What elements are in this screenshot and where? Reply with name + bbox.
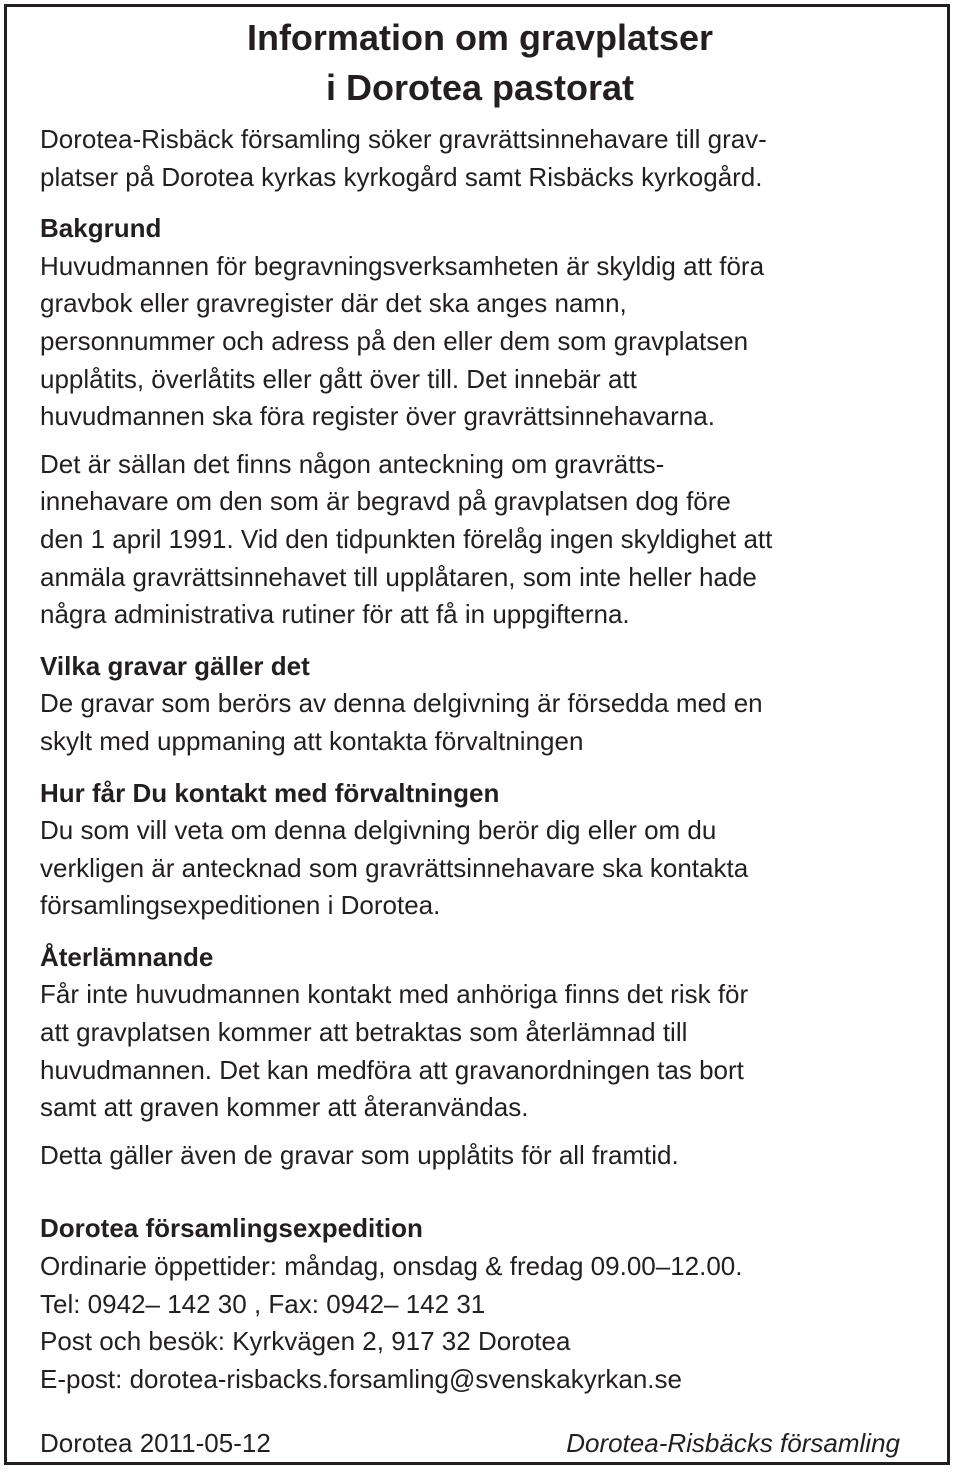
- bakgrund-line: gravbok eller gravregister där det ska anges namn,: [40, 288, 627, 319]
- bakgrund-line: anmäla gravrättsinnehavet till upplåtaren, som inte heller hade: [40, 561, 757, 592]
- title-line-1: Information om gravplatser: [246, 17, 714, 58]
- expedition-email: E-post: dorotea-risbacks.forsamling@svenskakyrkan.se: [40, 1363, 682, 1394]
- vilka-line: skylt med uppmaning att kontakta förvaltningen: [40, 725, 584, 756]
- kontakt-line: verkligen är antecknad som gravrättsinnehavare ska kontakta: [40, 852, 749, 883]
- bakgrund-line: några administrativa rutiner för att få in uppgifterna.: [40, 599, 630, 630]
- aterlamnande-heading: Återlämnande: [40, 941, 214, 972]
- aterlamnande-line: Får inte huvudmannen kontakt med anhöriga finns det risk för: [40, 979, 749, 1010]
- kontakt-line: församlingsexpeditionen i Dorotea.: [40, 890, 441, 921]
- bakgrund-line: upplåtits, överlåtits eller gått över till. Det innebär att: [40, 363, 637, 394]
- bakgrund-line: innehavare om den som är begravd på gravplatsen dog före: [40, 486, 731, 517]
- bakgrund-line: Huvudmannen för begravningsverksamheten är skyldig att föra: [40, 250, 765, 281]
- expedition-address: Post och besök: Kyrkvägen 2, 917 32 Dorotea: [40, 1326, 571, 1357]
- expedition-hours: Ordinarie öppettider: måndag, onsdag & fredag 09.00–12.00.: [40, 1251, 743, 1282]
- bakgrund-line: den 1 april 1991. Vid den tidpunkten förelåg ingen skyldighet att: [40, 523, 773, 554]
- expedition-phone: Tel: 0942– 142 30 , Fax: 0942– 142 31: [40, 1288, 486, 1319]
- footer-signature: Dorotea-Risbäcks församling: [566, 1428, 900, 1458]
- document-body: [40, 121, 930, 1398]
- kontakt-line: Du som vill veta om denna delgivning berör dig eller om du: [40, 815, 717, 846]
- bakgrund-line: personnummer och adress på den eller dem som gravplatsen: [40, 325, 749, 356]
- aterlamnande-line: huvudmannen. Det kan medföra att gravanordningen tas bort: [40, 1054, 744, 1085]
- vilka-line: De gravar som berörs av denna delgivning är försedda med en: [40, 688, 763, 719]
- footer-date: Dorotea 2011-05-12: [40, 1428, 271, 1458]
- kontakt-heading: Hur får Du kontakt med förvaltningen: [40, 777, 500, 808]
- title-line-2: i Dorotea pastorat: [325, 67, 635, 108]
- vilka-heading: Vilka gravar gäller det: [40, 650, 310, 681]
- intro-line: Dorotea-Risbäck församling söker gravrättsinnehavare till grav-: [40, 124, 767, 154]
- expedition-heading: Dorotea församlingsexpedition: [40, 1213, 423, 1244]
- aterlamnande-line: samt att graven kommer att återanvändas.: [40, 1092, 529, 1123]
- bakgrund-line: huvudmannen ska föra register över gravrättsinnehavarna.: [40, 401, 715, 432]
- aterlamnande-note: Detta gäller även de gravar som upplåtits för all framtid.: [40, 1139, 679, 1170]
- intro-line: platser på Dorotea kyrkas kyrkogård samt Risbäcks kyrkogård.: [40, 161, 763, 192]
- aterlamnande-line: att gravplatsen kommer att betraktas som återlämnad till: [40, 1017, 688, 1048]
- bakgrund-heading: Bakgrund: [40, 213, 162, 244]
- bakgrund-line: Det är sällan det finns någon anteckning om gravrätts-: [40, 448, 665, 479]
